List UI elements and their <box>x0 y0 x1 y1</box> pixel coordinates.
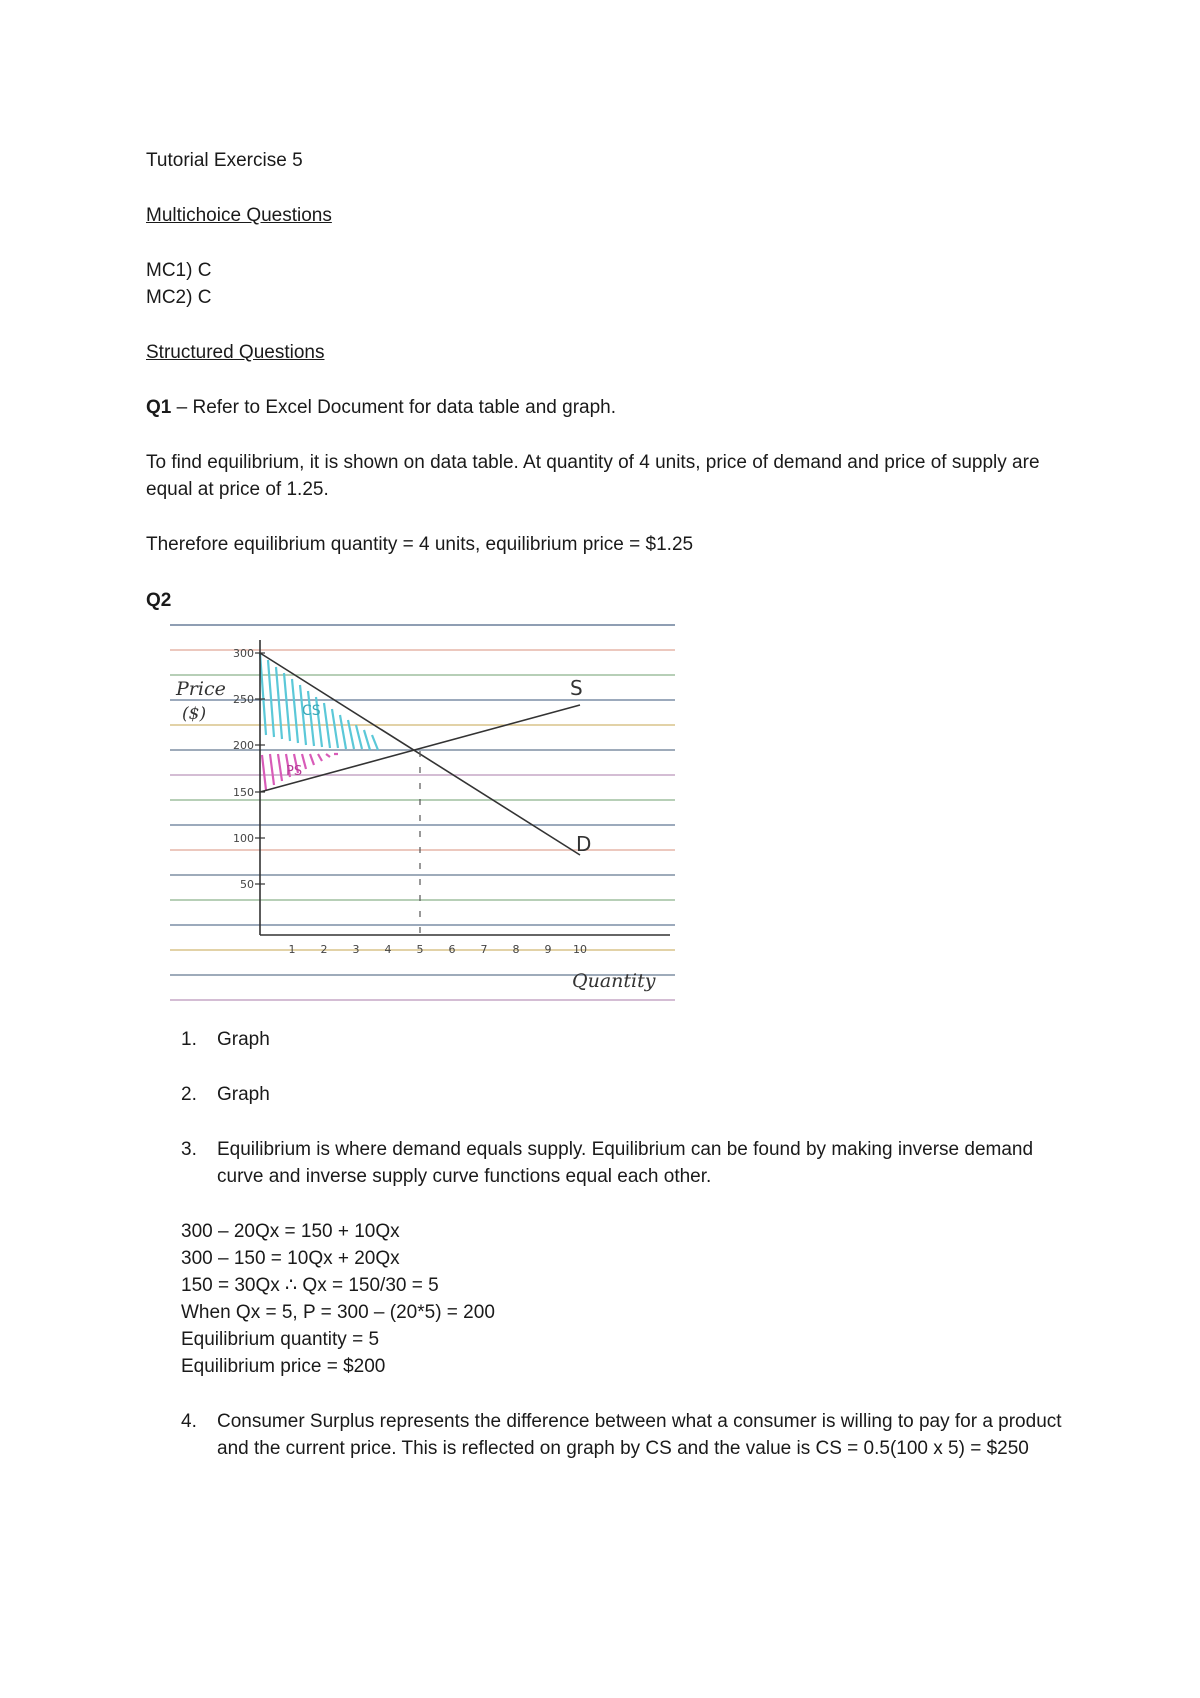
x-tick-label: 5 <box>416 943 424 956</box>
calc-line: Equilibrium quantity = 5 <box>181 1329 380 1350</box>
q2-label: Q2 <box>146 590 172 611</box>
y-tick-label: 200 <box>233 739 254 752</box>
x-tick-label: 4 <box>384 943 392 956</box>
list-number: 4. <box>181 1411 197 1432</box>
list-number: 3. <box>181 1139 197 1160</box>
list-number: 2. <box>181 1084 197 1105</box>
therefore-line: Therefore equilibrium quantity = 4 units, equilibrium price = $1.25 <box>146 534 694 555</box>
mc2-answer: MC2) C <box>146 287 212 308</box>
x-tick-label: 3 <box>352 943 360 956</box>
list-item-2: Graph <box>217 1084 270 1105</box>
x-tick-label: 9 <box>544 943 552 956</box>
q1-line <box>146 394 616 421</box>
y-axis-label: Price <box>176 678 226 700</box>
ps-label: PS <box>286 764 303 779</box>
calc-line: 150 = 30Qx ∴ Qx = 150/30 = 5 <box>181 1275 439 1296</box>
structured-heading: Structured Questions <box>146 342 325 363</box>
equilibrium-paragraph: To find equilibrium, it is shown on data table. At quantity of 4 units, price of demand and price of supply are equal at price of 1.25. <box>146 452 1040 500</box>
x-axis-label: Quantity <box>572 970 656 992</box>
x-tick-label: 8 <box>512 943 520 956</box>
list-item-1: Graph <box>217 1029 270 1050</box>
mc1-answer: MC1) C <box>146 260 212 281</box>
list-item-4: Consumer Surplus represents the difference between what a consumer is willing to pay for a product and the current price. This is reflected on graph by CS and the value is CS = 0.5(100 x 5) = $250 <box>217 1411 1062 1459</box>
y-tick-label: 150 <box>233 786 254 799</box>
y-tick-label: 100 <box>233 832 254 845</box>
y-tick-label: 250 <box>233 693 254 706</box>
x-tick-label: 1 <box>288 943 296 956</box>
calc-line: Equilibrium price = $200 <box>181 1356 386 1377</box>
x-tick-label: 6 <box>448 943 456 956</box>
demand-label: D <box>576 832 592 856</box>
x-tick-label: 7 <box>480 943 488 956</box>
consumer-surplus-area <box>260 653 378 750</box>
list-item-3: Equilibrium is where demand equals supply. Equilibrium can be found by making inverse demand curve and inverse supply curve functions equal each other. <box>217 1139 1034 1187</box>
multichoice-heading: Multichoice Questions <box>146 205 332 226</box>
supply-demand-graph <box>170 615 680 1015</box>
y-tick-label: 300 <box>233 647 254 660</box>
y-axis-unit: ($) <box>182 704 207 724</box>
document-title: Tutorial Exercise 5 <box>146 150 303 171</box>
y-tick-label: 50 <box>240 878 254 891</box>
calc-line: 300 – 20Qx = 150 + 10Qx <box>181 1221 400 1242</box>
q1-text: – Refer to Excel Document for data table and graph. <box>171 397 617 418</box>
list-number: 1. <box>181 1029 197 1050</box>
calc-line: 300 – 150 = 10Qx + 20Qx <box>181 1248 400 1269</box>
calc-line: When Qx = 5, P = 300 – (20*5) = 200 <box>181 1302 495 1323</box>
supply-label: S <box>570 676 583 700</box>
x-tick-label: 2 <box>320 943 328 956</box>
q1-label: Q1 <box>146 397 172 418</box>
cs-label: CS <box>302 703 321 719</box>
x-tick-label: 10 <box>573 943 587 956</box>
